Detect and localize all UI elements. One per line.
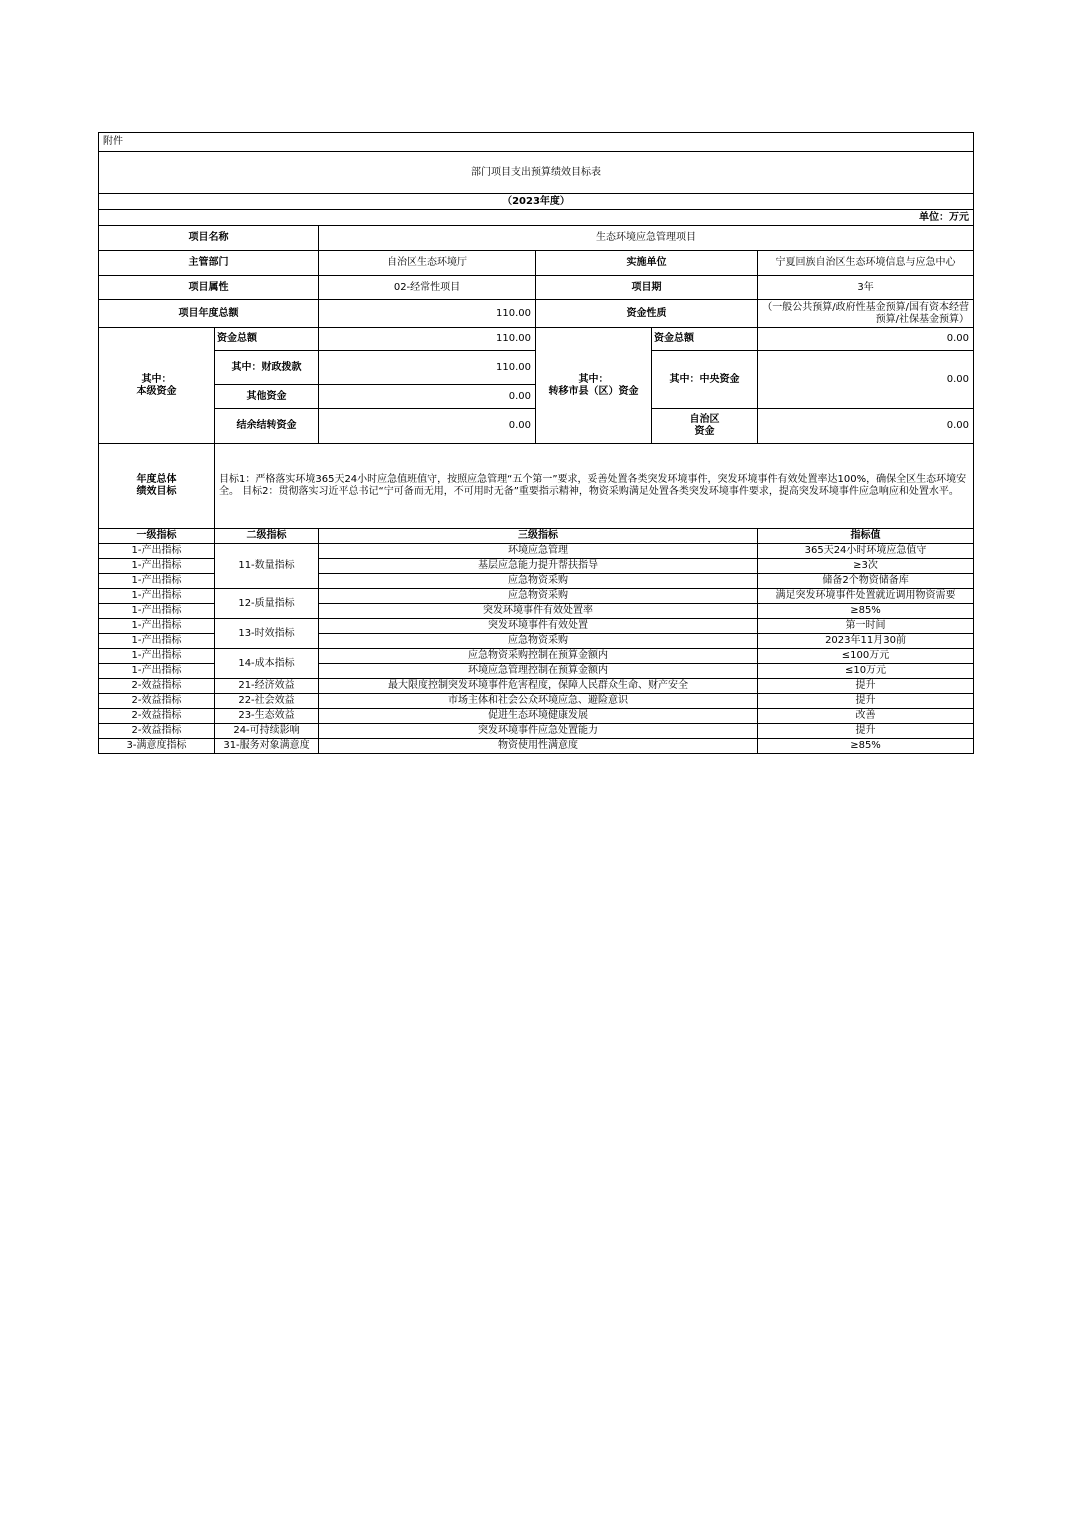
table-row [99,694,974,709]
project-name-value: 生态环境应急管理项目 [319,226,974,251]
l3-cell: 突发环境事件应急处置能力 [319,724,758,739]
l1-cell: 1-产出指标 [99,634,215,649]
other-label: 其他资金 [215,385,319,409]
attribute-row [99,276,974,300]
l1-cell: 1-产出指标 [99,619,215,634]
table-row [99,649,974,664]
table-row [99,679,974,694]
l1-cell: 1-产出指标 [99,664,215,679]
impl-label: 实施单位 [536,251,758,276]
fiscal-label: 其中：财政拨款 [215,351,319,385]
transfer-total-value: 0.00 [758,328,974,351]
total-label: 项目年度总额 [99,300,319,328]
period-label: 项目期 [536,276,758,300]
value-cell: ≤100万元 [758,649,974,664]
attr-label: 项目属性 [99,276,319,300]
l1-cell: 1-产出指标 [99,649,215,664]
impl-value: 宁夏回族自治区生态环境信息与应急中心 [758,251,974,276]
region-label-2: 资金 [694,426,715,437]
l3-cell: 应急物资采购 [319,634,758,649]
attachment-row [99,133,974,152]
value-cell: 提升 [758,724,974,739]
local-total-value: 110.00 [319,328,536,351]
year-row [99,194,974,210]
funds-row-1 [99,328,974,351]
goal-text: 目标1：严格落实环境365天24小时应急值班值守，按照应急管理“五个第一”要求，妥善处置各类突发环境事件，突发环境事件有效处置率达100%，确保全区生态环境安全。 目标2：贯彻落实习近平总书记“宁可备而无用，不可用时无备”重要指示精神，物资采购满足处置各类突发环境事件要求，提高突发环境事件应急响应和处置水平。 [215,444,974,529]
l2-cell: 21-经济效益 [215,679,319,694]
carry-value: 0.00 [319,409,536,444]
goal-label-2: 绩效目标 [136,486,177,497]
project-name-row [99,226,974,251]
performance-table [98,132,974,754]
budget-performance-sheet [98,132,973,754]
l1-cell: 2-效益指标 [99,724,215,739]
l1-cell: 2-效益指标 [99,679,215,694]
l3-cell: 突发环境事件有效处置 [319,619,758,634]
l1-cell: 1-产出指标 [99,604,215,619]
goal-label [99,444,215,529]
value-cell: 2023年11月30前 [758,634,974,649]
l1-cell: 1-产出指标 [99,559,215,574]
nature-label: 资金性质 [536,300,758,328]
goal-label-1: 年度总体 [136,474,177,485]
dept-label: 主管部门 [99,251,319,276]
l1-cell: 1-产出指标 [99,574,215,589]
indicator-header-row [99,529,974,544]
value-cell: 储备2个物资储备库 [758,574,974,589]
l3-cell: 市场主体和社会公众环境应急、避险意识 [319,694,758,709]
central-value: 0.00 [758,351,974,409]
l2-cell: 13-时效指标 [215,619,319,649]
header-l2: 二级指标 [215,529,319,544]
l1-cell: 1-产出指标 [99,589,215,604]
l3-cell: 促进生态环境健康发展 [319,709,758,724]
l2-cell: 24-可持续影响 [215,724,319,739]
l3-cell: 物资使用性满意度 [319,739,758,754]
transfer-funds-label-2: 转移市县（区）资金 [548,385,639,397]
central-label: 其中：中央资金 [652,351,758,409]
value-cell: ≥3次 [758,559,974,574]
l2-cell: 11-数量指标 [215,544,319,589]
carry-label: 结余结转资金 [215,409,319,444]
attachment-label: 附件 [99,133,974,152]
table-row [99,739,974,754]
l2-cell: 31-服务对象满意度 [215,739,319,754]
other-value: 0.00 [319,385,536,409]
goal-row [99,444,974,529]
table-row [99,724,974,739]
value-cell: 改善 [758,709,974,724]
year-label: （2023年度） [99,194,974,210]
l2-cell: 23-生态效益 [215,709,319,724]
l2-cell: 12-质量指标 [215,589,319,619]
local-funds-label-1: 其中： [141,373,172,385]
l3-cell: 应急物资采购控制在预算金额内 [319,649,758,664]
value-cell: 365天24小时环境应急值守 [758,544,974,559]
l3-cell: 最大限度控制突发环境事件危害程度，保障人民群众生命、财产安全 [319,679,758,694]
l1-cell: 1-产出指标 [99,544,215,559]
l2-cell: 14-成本指标 [215,649,319,679]
l3-cell: 应急物资采购 [319,589,758,604]
dept-value: 自治区生态环境厅 [319,251,536,276]
header-value: 指标值 [758,529,974,544]
project-name-label: 项目名称 [99,226,319,251]
l3-cell: 环境应急管理控制在预算金额内 [319,664,758,679]
unit-label: 单位：万元 [99,210,974,226]
l3-cell: 基层应急能力提升帮扶指导 [319,559,758,574]
table-row [99,589,974,604]
l3-cell: 应急物资采购 [319,574,758,589]
attr-value: 02-经常性项目 [319,276,536,300]
l3-cell: 环境应急管理 [319,544,758,559]
table-row [99,619,974,634]
table-row [99,709,974,724]
header-l3: 三级指标 [319,529,758,544]
region-label [652,409,758,444]
value-cell: 提升 [758,679,974,694]
nature-value: （一般公共预算/政府性基金预算/国有资本经营预算/社保基金预算） [758,300,974,328]
period-value: 3年 [758,276,974,300]
value-cell: ≥85% [758,739,974,754]
l3-cell: 突发环境事件有效处置率 [319,604,758,619]
total-value: 110.00 [319,300,536,328]
value-cell: ≤10万元 [758,664,974,679]
l1-cell: 3-满意度指标 [99,739,215,754]
value-cell: 满足突发环境事件处置就近调用物资需要 [758,589,974,604]
transfer-total-label: 资金总额 [652,328,758,351]
region-label-1: 自治区 [689,414,720,425]
table-row [99,544,974,559]
transfer-funds-label [536,328,652,444]
title-row [99,152,974,194]
fiscal-value: 110.00 [319,351,536,385]
l2-cell: 22-社会效益 [215,694,319,709]
header-l1: 一级指标 [99,529,215,544]
l1-cell: 2-效益指标 [99,694,215,709]
page-title: 部门项目支出预算绩效目标表 [99,152,974,194]
value-cell: 提升 [758,694,974,709]
value-cell: 第一时间 [758,619,974,634]
value-cell: ≥85% [758,604,974,619]
l1-cell: 2-效益指标 [99,709,215,724]
department-row [99,251,974,276]
transfer-funds-label-1: 其中： [578,373,609,385]
region-value: 0.00 [758,409,974,444]
unit-row [99,210,974,226]
total-row [99,300,974,328]
indicator-section [99,529,974,754]
local-funds-label [99,328,215,444]
local-total-label: 资金总额 [215,328,319,351]
local-funds-label-2: 本级资金 [136,385,177,397]
